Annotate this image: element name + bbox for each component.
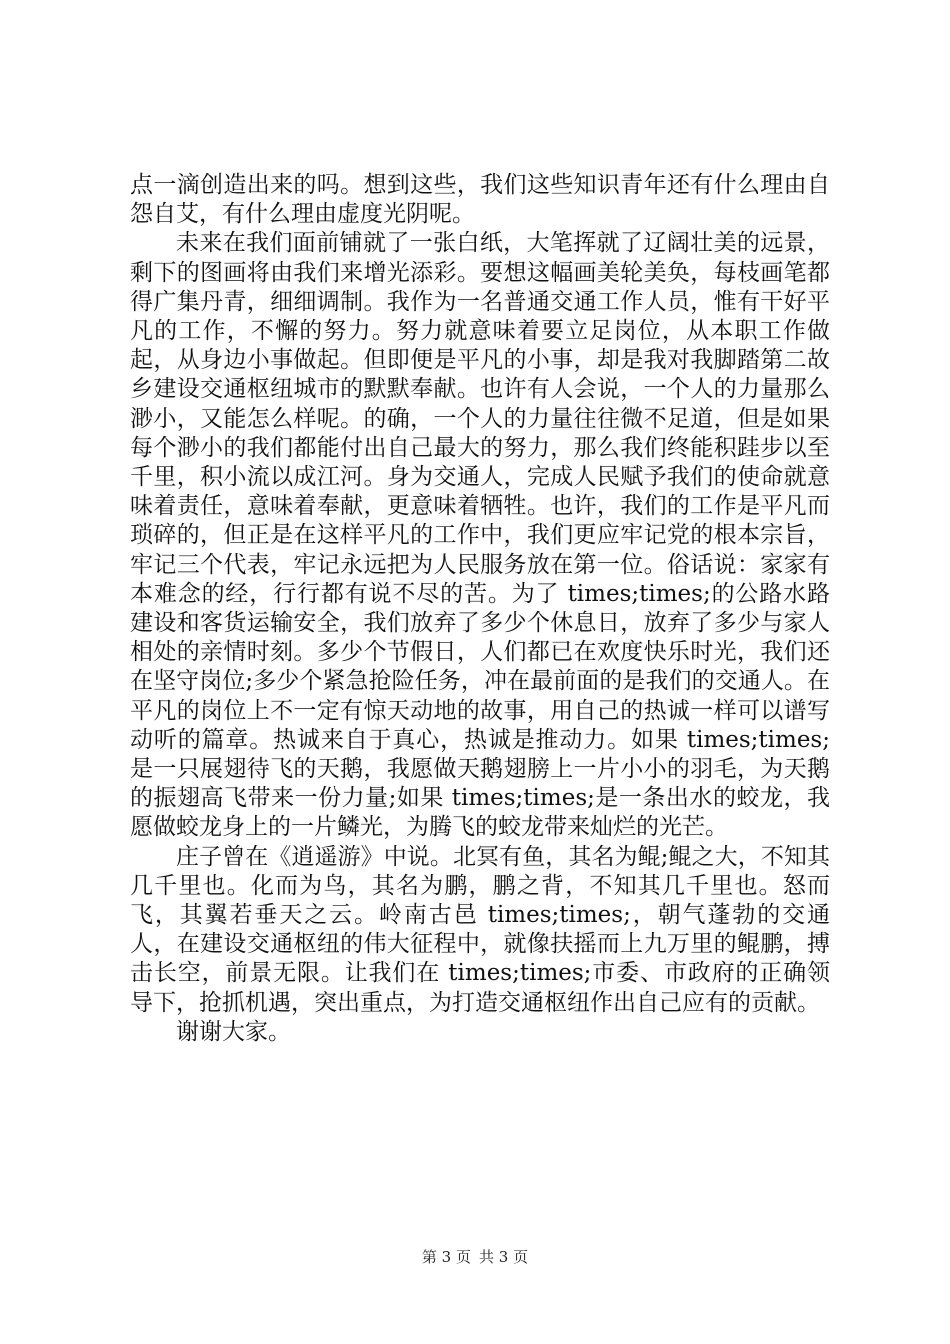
document-body (130, 171, 830, 1047)
paragraph-thanks: 谢谢大家。 (176, 1018, 291, 1045)
page-number: 第 3 页 (421, 1248, 471, 1266)
paragraph-zhuangzi: 庄子曾在《逍遥游》中说。北冥有鱼，其名为鲲;鲲之大，不知其几千里也。化而为鸟，其名为鹏，鹏之背，不知其几千里也。怒而飞，其翼若垂天之云。岭南古邑 times;times;，朝气蓬勃的交通人，在建设交通枢纽的伟大征程中，就像扶摇而上九万里的鲲鹏，搏击长空，前景无限。让我们在 times;times;市委、市政府的正确领导下，抢抓机遇，突出重点，为打造交通枢纽作出自己应有的贡献。 (130, 843, 830, 1016)
paragraph-future: 未来在我们面前铺就了一张白纸，大笔挥就了辽阔壮美的远景，剩下的图画将由我们来增光添彩。要想这幅画美轮美奂，每枝画笔都得广集丹青，细细调制。我作为一名普通交通工作人员，惟有干好平凡的工作，不懈的努力。努力就意味着要立足岗位，从本职工作做起，从身边小事做起。但即便是平凡的小事，却是我对我脚踏第二故乡建设交通枢纽城市的默默奉献。也许有人会说，一个人的力量那么渺小，又能怎么样呢。的确，一个人的力量往往微不足道，但是如果每个渺小的我们都能付出自己最大的努力，那么我们终能积跬步以至千里，积小流以成江河。身为交通人，完成人民赋予我们的使命就意味着责任，意味着奉献，更意味着牺牲。也许，我们的工作是平凡而琐碎的，但正是在这样平凡的工作中，我们更应牢记党的根本宗旨，牢记三个代表，牢记永远把为人民服务放在第一位。俗话说：家家有本难念的经，行行都有说不尽的苦。为了 times;times;的公路水路建设和客货运输安全，我们放弃了多少个休息日，放弃了多少与家人相处的亲情时刻。多少个节假日，人们都已在欢度快乐时光，我们还在坚守岗位;多少个紧急抢险任务，冲在最前面的是我们的交通人。在平凡的岗位上不一定有惊天动地的故事，用自己的热诚一样可以谱写动听的篇章。热诚来自于真心，热诚是推动力。如果 times;times;是一只展翅待飞的天鹅，我愿做天鹅翅膀上一片小小的羽毛，为天鹅的振翅高飞带来一份力量;如果 times;times;是一条出水的蛟龙，我愿做蛟龙身上的一片鳞光，为腾飞的蛟龙带来灿烂的光芒。 (130, 230, 830, 841)
paragraph-continuation: 点一滴创造出来的吗。想到这些，我们这些知识青年还有什么理由自怨自艾，有什么理由虚度光阴呢。 (130, 172, 830, 228)
page-footer (0, 1246, 950, 1267)
page-total: 共 3 页 (479, 1248, 529, 1266)
